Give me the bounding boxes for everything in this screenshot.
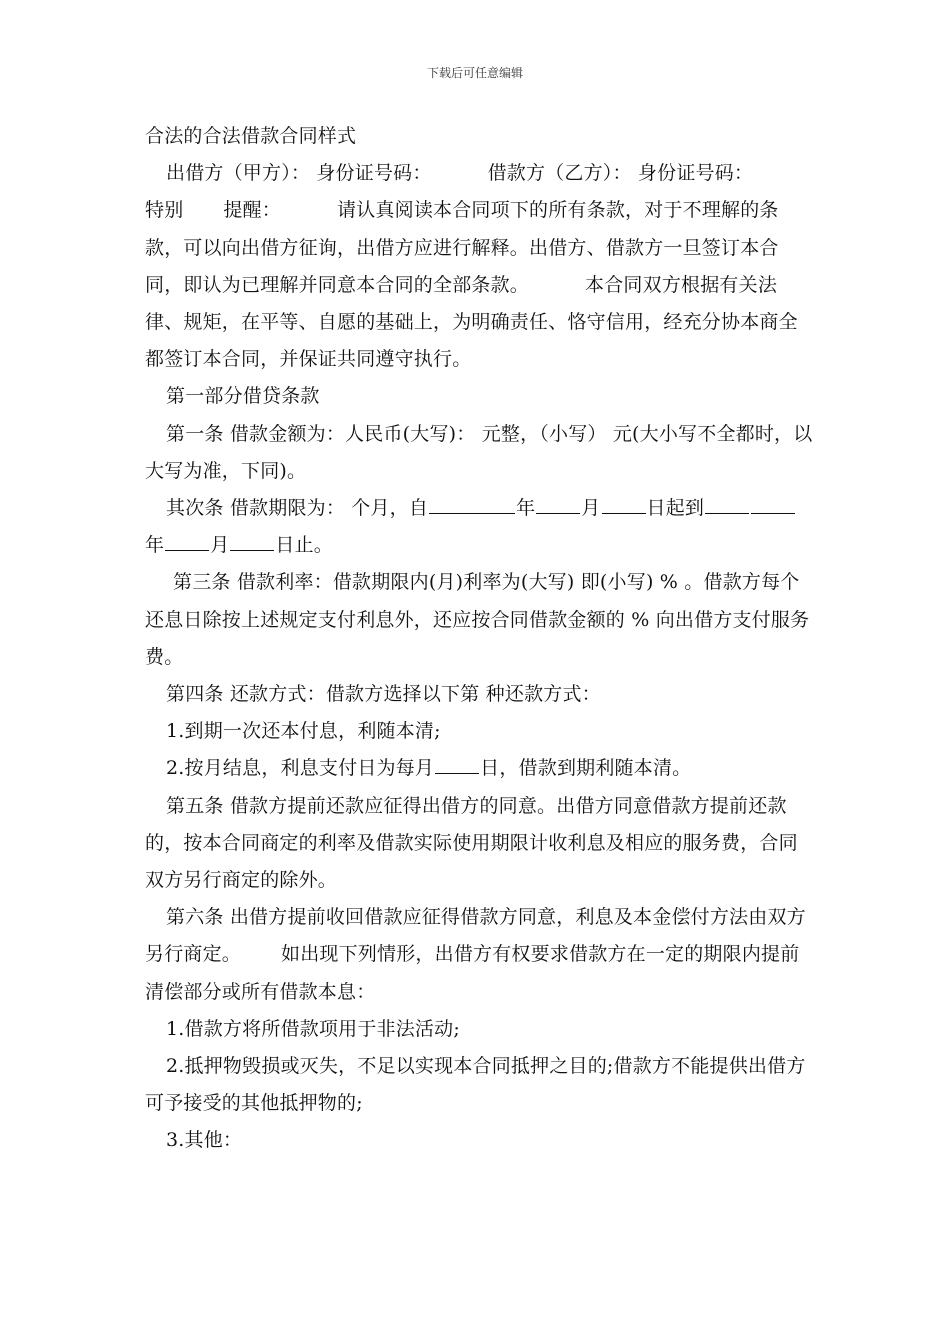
parties-paragraph	[145, 155, 813, 378]
article-6-main: 第六条 出借方提前收回借款应征得借款方同意，利息及本金偿付方法由双方另行商定。	[145, 906, 806, 966]
article-6-item-1: 1.借款方将所借款项用于非法活动;	[166, 1017, 460, 1040]
article-2-prefix: 其次条 借款期限为： 个月，自	[166, 497, 429, 520]
year-blank	[705, 495, 749, 514]
year-label: 年	[516, 497, 536, 520]
borrower-id-label: 身份证号	[637, 162, 715, 185]
document-title: 合法的合法借款合同样式	[145, 125, 357, 147]
reminder-label: 提醒：	[223, 199, 282, 222]
month-label: 月	[210, 534, 230, 557]
year-blank	[429, 495, 515, 514]
article-3: 第三条 借款利率：借款期限内(月)利率为(大写) 即(小写) % 。借款方每个还息日除按上述规定支付利息外，还应按合同借款金额的 % 向出借方支付服务费。	[145, 571, 810, 668]
article-5: 第五条 借款方提前还款应征得出借方的同意。出借方同意借款方提前还款的，按本合同商定的利率及借款实际使用期限计收利息及相应的服务费，合同双方另行商定的除外。	[145, 794, 798, 892]
year-label: 年	[145, 534, 165, 557]
day-blank	[602, 495, 646, 514]
part1-title: 第一部分借贷条款	[166, 385, 320, 408]
article-6-item-2: 2.抵押物毁损或灭失，不足以实现本合同抵押之目的;借款方不能提供出借方可予接受的其他抵押物的;	[145, 1055, 806, 1115]
article-4-option-2	[145, 750, 813, 787]
day-blank	[230, 532, 274, 551]
lender-label: 出借方（甲方）：	[166, 162, 311, 185]
article-4-intro: 第四条 还款方式：借款方选择以下第 种还款方式：	[166, 683, 601, 706]
lender-id-label: 身份证号码：	[316, 162, 432, 185]
article-1: 第一条 借款金额为：人民币(大写)： 元整，（小写） 元(大小写不全都时，以大写为准，下同)。	[145, 422, 813, 482]
article-6-cont: 如出现下列情形，出借方有权要求借款方在一定的期限内提前清偿部分或所有借款本息：	[145, 943, 800, 1003]
month-blank	[536, 495, 580, 514]
borrower-label: 借款方（乙方）：	[487, 162, 632, 185]
header-note: 下载后可任意编辑	[426, 66, 523, 80]
article-2	[145, 490, 813, 564]
reminder-text: 请认真阅读本合同项下的所有条款，对于不理解的条款，可以向出借方征询，出借方应进行解释。出借方、借款方一旦签订本合同，即认为已理解并同意本合同的全部条款。	[145, 199, 779, 296]
agreement-text: 本合同双方根据有关法律、规矩，在平等、自愿的基础上，为明确责任、恪守信用，经充分协本商全都签订本合同，并保证共同遵守执行。	[145, 273, 798, 371]
month-blank	[165, 532, 209, 551]
day-label: 日止。	[275, 534, 334, 557]
month-label: 月	[581, 497, 601, 520]
article-4-option-1: 1.到期一次还本付息，利随本清;	[166, 720, 441, 743]
special-label: 特别	[145, 199, 184, 222]
borrower-id-label-cont: 码：	[714, 162, 754, 185]
day-blank	[435, 755, 479, 774]
option-2-suffix: 日，借款到期利随本清。	[480, 757, 692, 780]
document-body	[145, 118, 813, 1160]
year-blank	[751, 495, 795, 514]
article-6	[145, 899, 813, 1011]
article-6-item-3: 3.其他：	[166, 1129, 243, 1152]
option-2-prefix: 2.按月结息，利息支付日为每月	[166, 757, 435, 780]
day-label: 日起到	[646, 497, 705, 520]
